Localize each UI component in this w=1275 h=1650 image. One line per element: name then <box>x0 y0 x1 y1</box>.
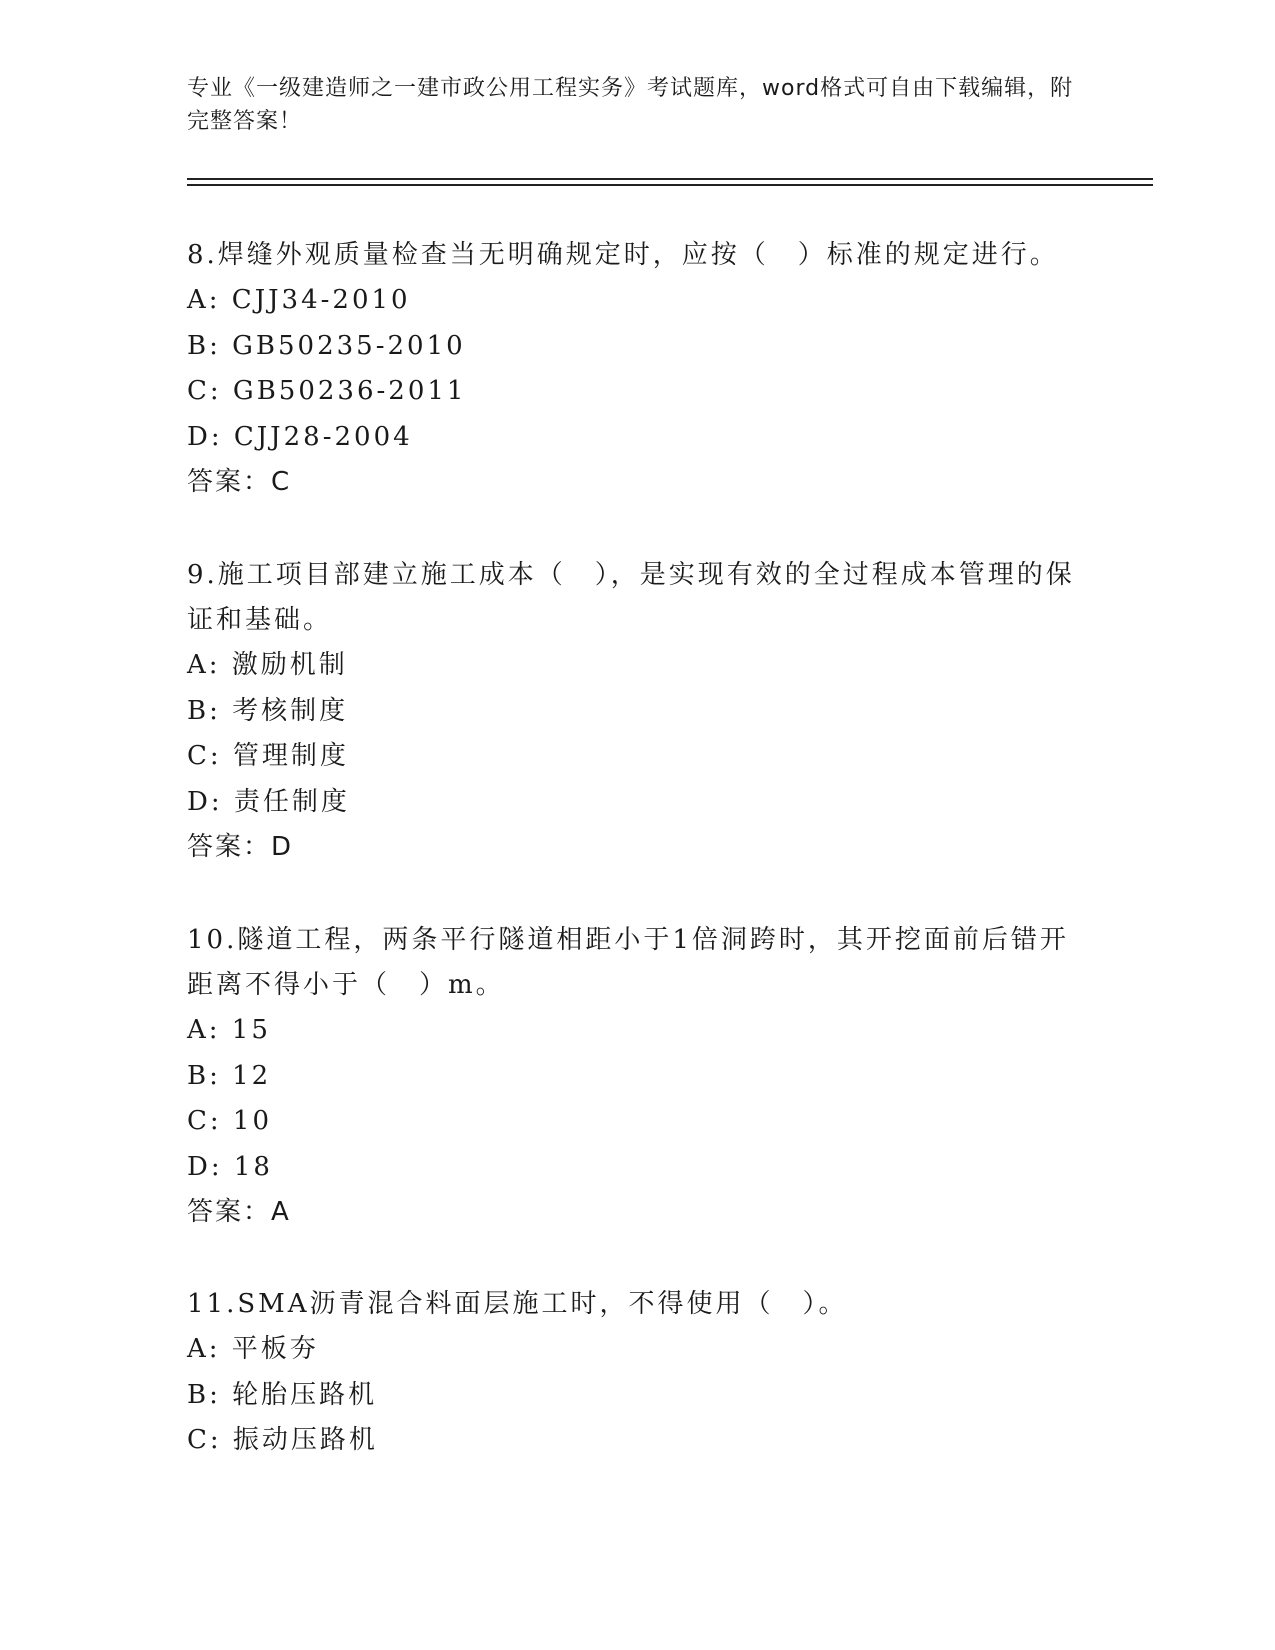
question-stem: 9.施工项目部建立施工成本（ ），是实现有效的全过程成本管理的保证和基础。 <box>187 560 1075 635</box>
question-9 <box>187 553 1087 870</box>
option-a: A: CJJ34-2010 <box>187 285 411 315</box>
option-d: D: 责任制度 <box>187 786 350 817</box>
option-b: B: 12 <box>187 1060 272 1091</box>
question-stem: 8.焊缝外观质量检查当无明确规定时，应按（ ）标准的规定进行。 <box>187 240 1059 270</box>
option-c: C: 10 <box>187 1106 273 1136</box>
option-a: A: 平板夯 <box>187 1334 319 1364</box>
question-stem: 10.隧道工程，两条平行隧道相距小于1倍洞跨时，其开挖面前后错开距离不得小于（ ）m。 <box>187 925 1069 1000</box>
question-8 <box>187 233 1087 505</box>
answer-line: 答案：A <box>187 1197 291 1227</box>
question-stem: 11.SMA沥青混合料面层施工时，不得使用（ ）。 <box>187 1289 848 1319</box>
option-b: B: 考核制度 <box>187 695 349 726</box>
option-d: D: 18 <box>187 1151 273 1182</box>
question-11 <box>187 1282 1087 1464</box>
option-c: C: 管理制度 <box>187 741 349 771</box>
option-b: B: 轮胎压路机 <box>187 1379 378 1410</box>
option-d: D: CJJ28-2004 <box>187 421 413 452</box>
option-a: A: 15 <box>187 1015 271 1045</box>
option-a: A: 激励机制 <box>187 650 348 680</box>
option-b: B: GB50235-2010 <box>187 330 466 361</box>
option-c: C: 振动压路机 <box>187 1425 378 1455</box>
header-divider-bottom <box>187 184 1153 186</box>
header-divider-top <box>187 178 1153 180</box>
answer-line: 答案：D <box>187 832 294 862</box>
option-c: C: GB50236-2011 <box>187 376 467 406</box>
document-header: 专业《一级建造师之一建市政公用工程实务》考试题库，word格式可自由下载编辑，附完整答案！ <box>187 76 1074 134</box>
answer-line: 答案：C <box>187 467 292 497</box>
question-10 <box>187 918 1087 1235</box>
